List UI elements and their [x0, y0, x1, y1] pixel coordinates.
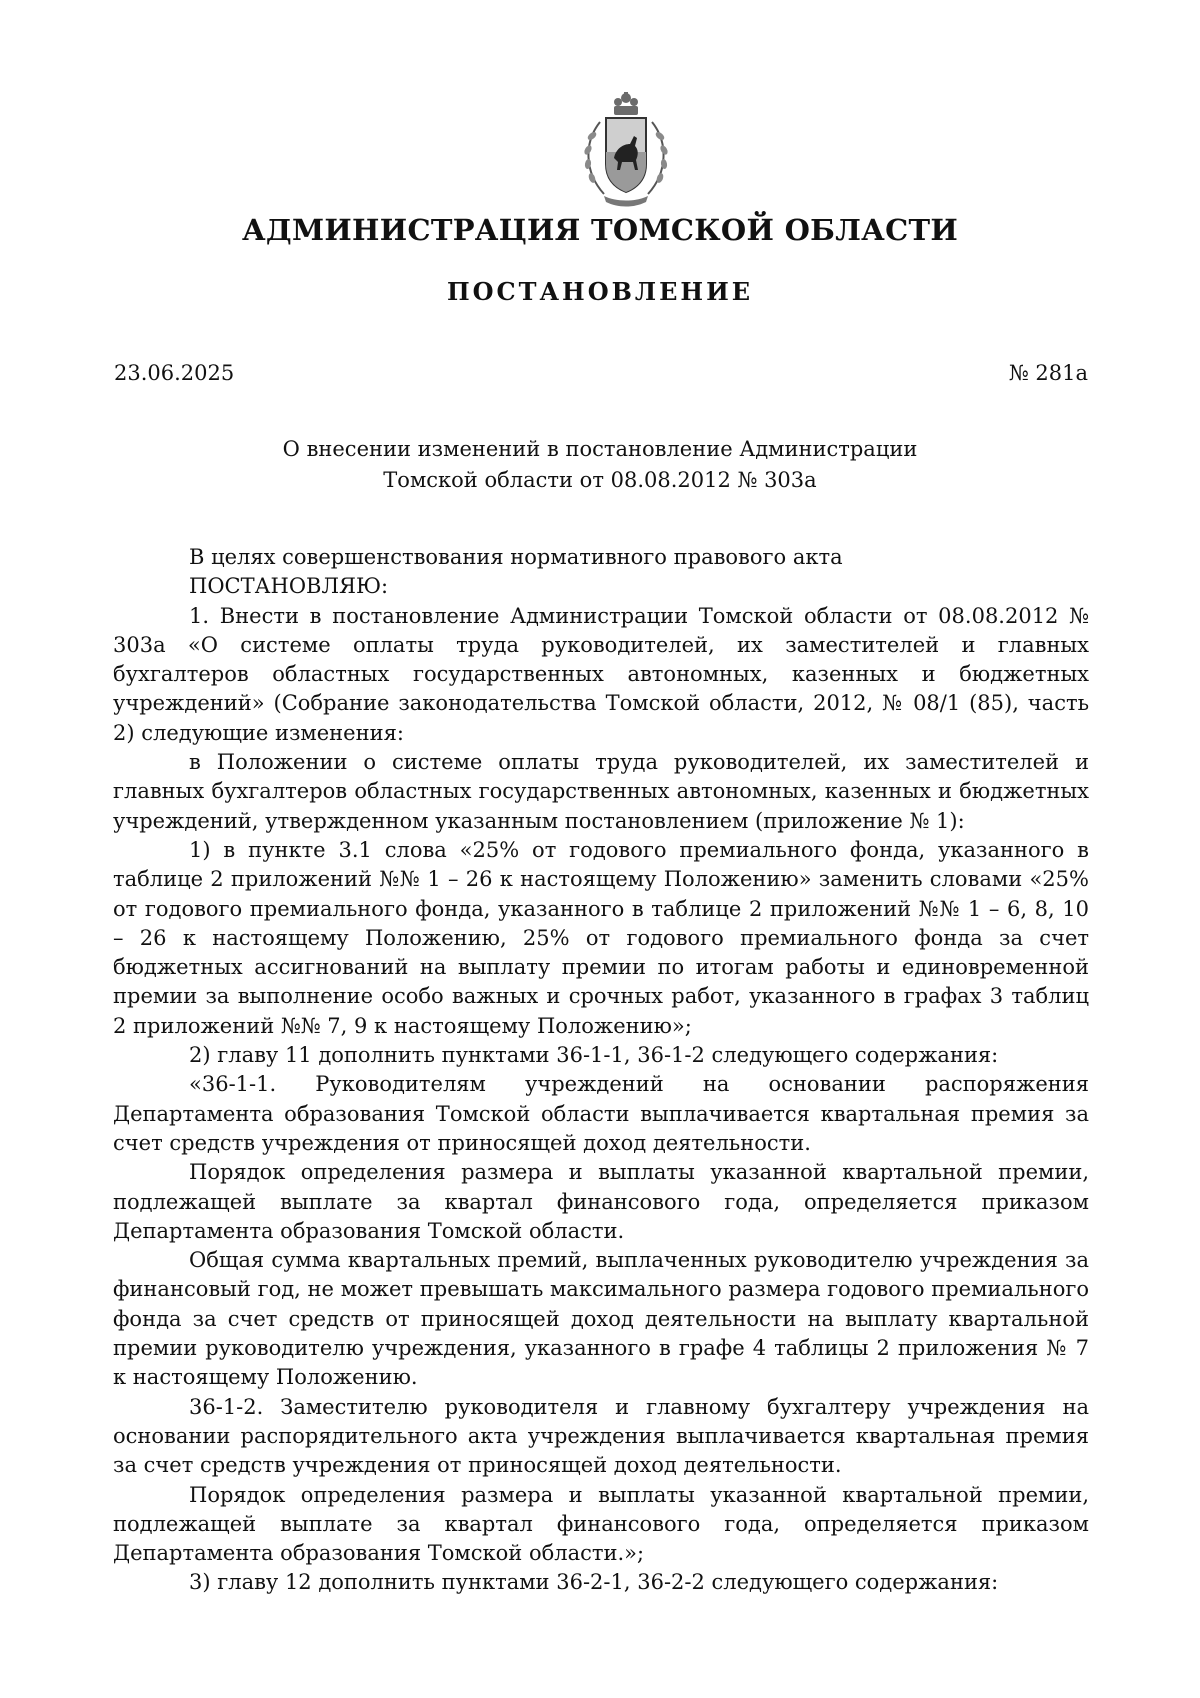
paragraph-5: «36-1-1. Руководителям учреждений на основании распоряжения Департамента образования Томской области выплачивается квартальная премия за счет средств учреждения от приносящей доход деятельности. — [113, 1072, 1089, 1155]
paragraph-9: Порядок определения размера и выплаты указанной квартальной премии, подлежащей выплате за квартал финансового года, определяется приказом Департамента образования Томской области.»; — [113, 1482, 1089, 1566]
subject-line-1: О внесении изменений в постановление Администрации — [282, 437, 918, 461]
subject-line-2: Томской области от 08.08.2012 № 303а — [383, 468, 817, 492]
paragraph-6: Порядок определения размера и выплаты указанной квартальной премии, подлежащей выплате за квартал финансового года, определяется приказом Департамента образования Томской области. — [113, 1160, 1089, 1243]
document-number: № 281а — [1008, 361, 1088, 385]
paragraph-4: 2) главу 11 дополнить пунктами 36-1-1, 36-1-2 следующего содержания: — [189, 1043, 999, 1068]
organization-title: АДМИНИСТРАЦИЯ ТОМСКОЙ ОБЛАСТИ — [241, 213, 959, 247]
purpose-paragraph: В целях совершенствования нормативного правового акта — [189, 545, 843, 569]
decree-word: ПОСТАНОВЛЯЮ: — [189, 574, 389, 599]
paragraph-8: 36-1-2. Заместителю руководителя и главному бухгалтеру учреждения на основании распорядительного акта учреждения выплачивается квартальная премия за счет средств учреждения от приносящей доход деятельности. — [113, 1394, 1089, 1478]
paragraph-2: в Положении о системе оплаты труда руководителей, их заместителей и главных бухгалтеров областных государственных автономных, казенных и бюджетных учреждений, утвержденном указанным постановлением (приложение № 1): — [113, 750, 1089, 833]
paragraph-10: 3) главу 12 дополнить пунктами 36-2-1, 36-2-2 следующего содержания: — [189, 1570, 999, 1595]
document-date: 23.06.2025 — [114, 361, 235, 385]
document-subject — [0, 434, 1200, 496]
paragraph-3: 1) в пункте 3.1 слова «25% от годового премиального фонда, указанного в таблице 2 приложений №№ 1 – 26 к настоящему Положению» заменить словами «25% от годового премиального фонда, указанного в таблице 2 приложений №№ 1 – 6, 8, 10 – 26 к настоящему Положению, 25% от годового премиального фонда за счет бюджетных ассигнований на выплату премии по итогам работы и единовременной премии за выполнение особо важных и срочных работ, указанного в графах 3 таблиц 2 приложений №№ 7, 9 к настоящему Положению»; — [113, 837, 1089, 1038]
paragraph-1: 1. Внести в постановление Администрации Томской области от 08.08.2012 № 303а «О системе оплаты труда руководителей, их заместителей и главных бухгалтеров областных государственных автономных, казенных и бюджетных учреждений» (Собрание законодательства Томской области, 2012, № 08/1 (85), часть 2) следующие изменения: — [113, 603, 1089, 745]
document-type: ПОСТАНОВЛЕНИЕ — [446, 277, 754, 306]
coat-of-arms-icon — [574, 92, 678, 210]
document-body — [113, 543, 1089, 1598]
paragraph-7: Общая сумма квартальных премий, выплаченных руководителю учреждения за финансовый год, не может превышать максимального размера годового премиального фонда за счет средств от приносящей доход деятельности на выплату квартальной премии руководителю учреждения, указанного в графе 4 таблицы 2 приложения № 7 к настоящему Положению. — [113, 1248, 1089, 1390]
